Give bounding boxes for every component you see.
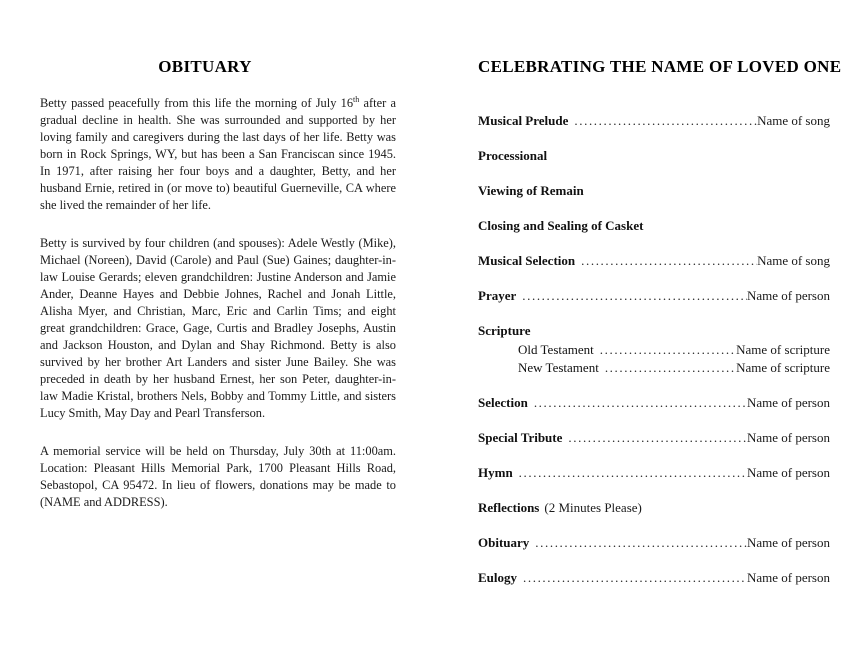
- program-item-value: Name of scripture: [736, 342, 830, 357]
- dotted-leader: [519, 464, 747, 481]
- dotted-leader: [574, 112, 757, 129]
- program-item-note: (2 Minutes Please): [544, 500, 642, 515]
- ordinal-superscript: th: [353, 94, 360, 104]
- program-item-value: Name of scripture: [736, 360, 830, 375]
- dotted-leader: [523, 569, 747, 586]
- program-item-label: Musical Prelude: [478, 113, 569, 128]
- program-item-label: Hymn: [478, 465, 513, 480]
- order-of-service-title: CELEBRATING THE NAME OF LOVED ONE: [478, 57, 842, 76]
- program-item-label: Old Testament: [518, 342, 594, 357]
- program-item-label: Reflections: [478, 500, 540, 515]
- program-item-label: Musical Selection: [478, 253, 576, 268]
- obituary-paragraph-1-text: Betty passed peacefully from this life the morning of July 16: [40, 96, 354, 110]
- program-item-label: Selection: [478, 395, 528, 410]
- program-item-value: Name of person: [746, 395, 830, 410]
- program-item-label: Special Tribute: [478, 430, 563, 445]
- program-item-musical-prelude: [478, 112, 830, 129]
- program-item-prayer: [478, 287, 830, 304]
- dotted-leader: [522, 287, 747, 304]
- program-item-value: Name of song: [757, 113, 830, 128]
- program-item-value: Name of person: [746, 430, 830, 445]
- program-item-label: New Testament: [518, 360, 599, 375]
- program-item-selection: [478, 394, 830, 411]
- dotted-leader: [605, 359, 736, 376]
- program-item-scripture: [478, 322, 830, 339]
- program-item-old-testament: [518, 341, 830, 358]
- program-item-label: Closing and Sealing of Casket: [478, 218, 644, 233]
- program-item-label: Prayer: [478, 288, 517, 303]
- obituary-title: OBITUARY: [158, 57, 252, 76]
- dotted-leader: [581, 252, 757, 269]
- obituary-paragraph-1: [40, 95, 396, 214]
- dotted-leader: [535, 534, 747, 551]
- obituary-paragraph-2: Betty is survived by four children (and spouses): Adele Westly (Mike), Michael (Noreen), David (Carole) and Paul (Sue) Gaines; daughter-in-law Louise Gerards; eleven grandchildren: Justine Anderson and Jamie Ander, Deanne Hayes and Debbie Johnes, Rachel and Jonah Little, Alisha Myer, and Christian, Marc, Eric and Carlin Tims; and eight great grandchildren: Grace, Gage, Curtis and Bradley Josephs, Austin and Jackson Houston, and Dylan and Shay Richmond. Betty is also survived by her brother Art Landers and sister June Bailey. She was preceded in death by her husband Ernest, her son Peter, daughter-in-law Madie Kristal, brothers Nels, Bobby and Tommy Little, and sisters Lucy Smith, May Day and Pearl Transferson.: [40, 236, 396, 420]
- program-item-musical-selection: [478, 252, 830, 269]
- program-item-label: Obituary: [478, 535, 530, 550]
- program-item-value: Name of person: [746, 535, 830, 550]
- program-item-label: Processional: [478, 148, 548, 163]
- program-item-reflections: [478, 499, 830, 516]
- program-item-eulogy: [478, 569, 830, 586]
- program-item-processional: [478, 147, 830, 164]
- program-item-new-testament: [518, 359, 830, 376]
- program-item-obituary: [478, 534, 830, 551]
- obituary-paragraph-3: A memorial service will be held on Thursday, July 30th at 11:00am. Location: Pleasant Hills Memorial Park, 1700 Pleasant Hills Road, Sebastopol, CA 95472. In lieu of flowers, donations may be made to (NAME and ADDRESS).: [40, 444, 396, 509]
- dotted-leader: [534, 394, 747, 411]
- program-item-value: Name of person: [746, 288, 830, 303]
- program-item-viewing-of-remain: [478, 182, 830, 199]
- program-item-closing-and-sealing: [478, 217, 830, 234]
- program-item-value: Name of person: [746, 570, 830, 585]
- order-of-service-page: [478, 0, 842, 653]
- program-item-hymn: [478, 464, 830, 481]
- program-item-label: Viewing of Remain: [478, 183, 584, 198]
- program-item-value: Name of person: [746, 465, 830, 480]
- program-item-label: Scripture: [478, 323, 531, 338]
- program-item-value: Name of song: [757, 253, 830, 268]
- dotted-leader: [600, 341, 736, 358]
- obituary-paragraph-1-rest: after a gradual decline in health. She was surrounded and supported by her loving family and caregivers during the last days of her life. Betty was born in Rock Springs, WY, but has been a San Franciscan since 1945. In 1971, after raising her four boys and a daughter, Betty, and her husband Ernie, retired in (or move to) beautiful Guerneville, CA where she lived the remainder of her life.: [40, 96, 396, 212]
- program-item-special-tribute: [478, 429, 830, 446]
- obituary-page: [40, 0, 396, 653]
- dotted-leader: [568, 429, 747, 446]
- program-item-label: Eulogy: [478, 570, 518, 585]
